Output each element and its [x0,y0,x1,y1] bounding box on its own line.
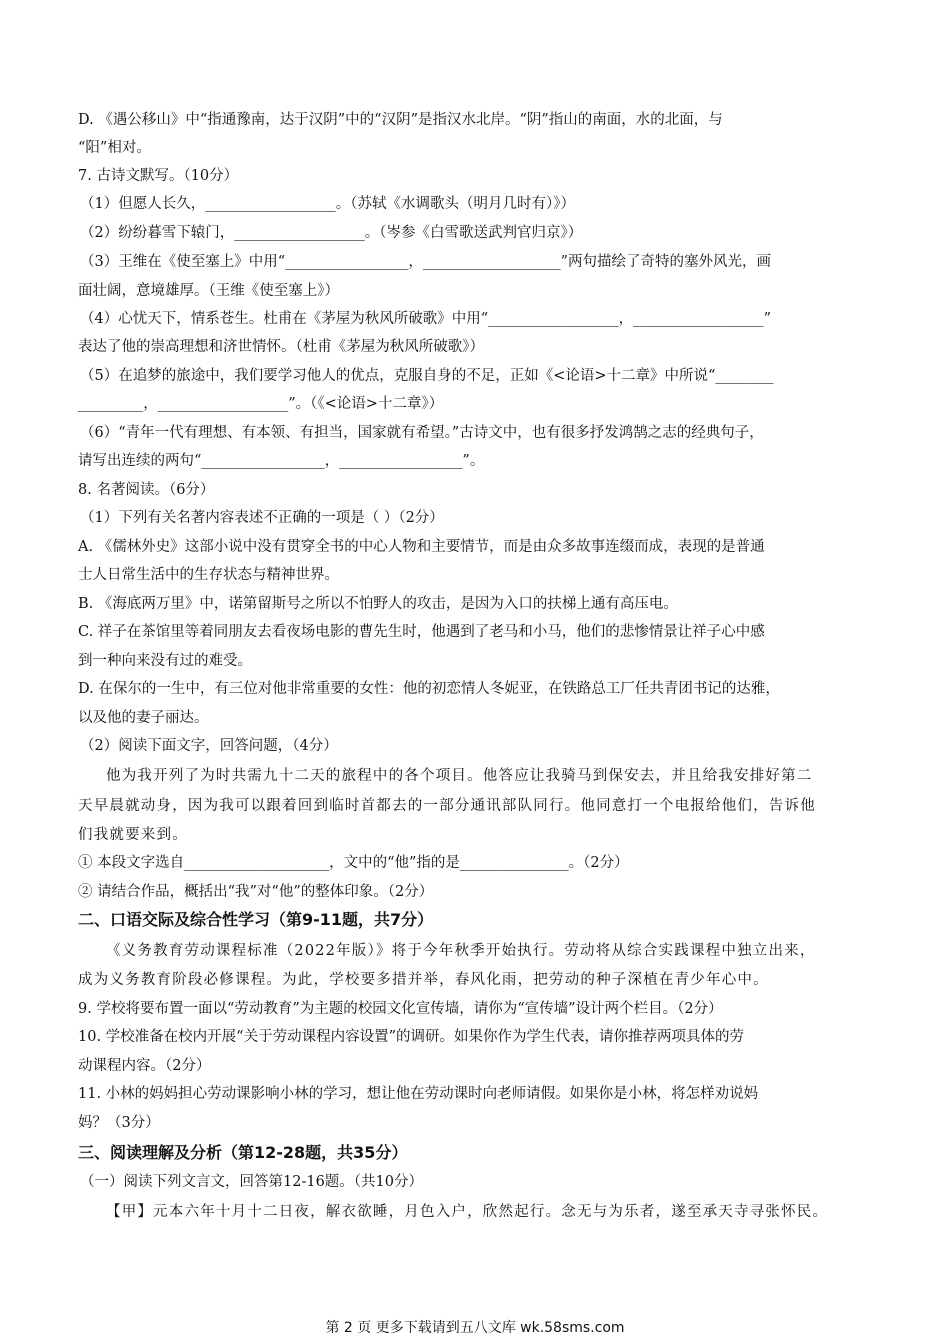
q8-option-a: A. 《儒林外史》这部小说中没有贯穿全书的中心人物和主要情节，而是由众多故事连缀而成，表现的是普通 [78,539,765,555]
q7-item-3: （3）王维在《使至塞上》中用“_________________，___________________”两句描绘了奇特的塞外风光，画 [80,254,772,270]
question-10-cont: 动课程内容。（2分） [78,1058,211,1074]
passage-line-3: 们我就要来到。 [78,827,188,843]
q8-option-d: D. 在保尔的一生中，有三位对他非常重要的女性：他的初恋情人冬妮亚，在铁路总工厂任共青团书记的达雅， [78,681,780,697]
page-footer: 第 2 页 更多下载请到五八文库 wk.58sms.com [325,1320,625,1336]
option-d-text-cont: “阳”相对。 [78,140,151,156]
q8-sub-2: （2）阅读下面文字，回答问题，（4分） [80,738,338,754]
question-8-title: 8. 名著阅读。（6分） [78,482,215,498]
passage-line-1: 他为我开列了为时共需九十二天的旅程中的各个项目。他答应让我骑马到保安去，并且给我安排好第二 [106,768,813,784]
passage-line-2: 天早晨就动身，因为我可以跟着回到临时首都去的一部分通讯部队同行。他同意打一个电报给他们，告诉他 [78,798,816,814]
question-11-cont: 妈？（3分） [78,1115,160,1131]
section-3-part-1: （一）阅读下列文言文，回答第12-16题。（共10分） [80,1174,423,1190]
classical-text-jia: 【甲】元本六年十月十二日夜，解衣欲睡，月色入户，欣然起行。念无与为乐者，遂至承天寺寻张怀民。 [106,1204,829,1220]
q7-item-5: （5）在追梦的旅途中，我们要学习他人的优点，克服自身的不足，正如《<论语>十二章》中所说“________ [80,368,774,384]
q8-option-c: C. 祥子在茶馆里等着同朋友去看夜场电影的曹先生时，他遇到了老马和小马，他们的悲惨情景让祥子心中感 [78,624,765,640]
q8-option-c-cont: 到一种向来没有过的难受。 [78,653,252,669]
q7-item-3-cont: 面壮阔，意境雄厚。（王维《使至塞上》） [78,283,339,299]
q8-2-item-2: ② 请结合作品，概括出“我”对“他”的整体印象。（2分） [78,884,434,900]
option-d-text: D. 《遇公移山》中“指通豫南，达于汉阴”中的“汉阴”是指汉水北岸。“阴”指山的南面，水的北面，与 [78,112,723,128]
question-11: 11. 小林的妈妈担心劳动课影响小林的学习，想让他在劳动课时向老师请假。如果你是小林，将怎样劝说妈 [78,1086,759,1102]
section-2-heading: 二、口语交际及综合性学习（第9-11题，共7分） [78,910,434,929]
q8-option-d-cont: 以及他的妻子丽达。 [78,710,209,726]
q8-option-b: B. 《海底两万里》中，诺第留斯号之所以不怕野人的攻击，是因为入口的扶梯上通有高压电。 [78,596,678,612]
q7-item-6-cont: 请写出连续的两句“_________________，_________________”。 [78,453,485,469]
question-7-title: 7. 古诗文默写。（10分） [78,168,239,184]
question-9: 9. 学校将要布置一面以“劳动教育”为主题的校园文化宣传墙，请你为“宣传墙”设计两个栏目。（2分） [78,1001,723,1017]
question-10: 10. 学校准备在校内开展“关于劳动课程内容设置”的调研。如果你作为学生代表，请你推荐两项具体的劳 [78,1029,744,1045]
section-3-heading: 三、阅读理解及分析（第12-28题，共35分） [78,1143,408,1162]
q7-item-2: （2）纷纷暮雪下辕门，__________________。（岑参《白雪歌送武判官归京》） [80,225,583,241]
section-2-intro: 《义务教育劳动课程标准（2022年版）》将于今年秋季开始执行。劳动将从综合实践课程中独立出来， [106,943,816,959]
q8-sub-1: （1）下列有关名著内容表述不正确的一项是（ ）（2分） [80,510,444,526]
q7-item-5-cont: _________，__________________”。（《<论语>十二章》） [78,396,444,412]
q8-option-a-cont: 士人日常生活中的生存状态与精神世界。 [78,567,339,583]
section-2-intro-cont: 成为义务教育阶段必修课程。为此，学校要多措并举，春风化雨，把劳动的种子深植在青少年心中。 [78,972,769,988]
q8-2-item-1: ① 本段文字选自____________________，文中的“他”指的是_______________。（2分） [78,855,629,871]
q7-item-6: （6）“青年一代有理想、有本领、有担当，国家就有希望。”古诗文中，也有很多抒发鸿鹄之志的经典句子， [80,425,764,441]
q7-item-1: （1）但愿人长久，__________________。（苏轼《水调歌头（明月几时有）》） [80,196,575,212]
q7-item-4: （4）心忧天下，情系苍生。杜甫在《茅屋为秋风所破歌》中用“__________________，__________________” [80,311,772,327]
q7-item-4-cont: 表达了他的崇高理想和济世情怀。（杜甫《茅屋为秋风所破歌》） [78,339,484,355]
